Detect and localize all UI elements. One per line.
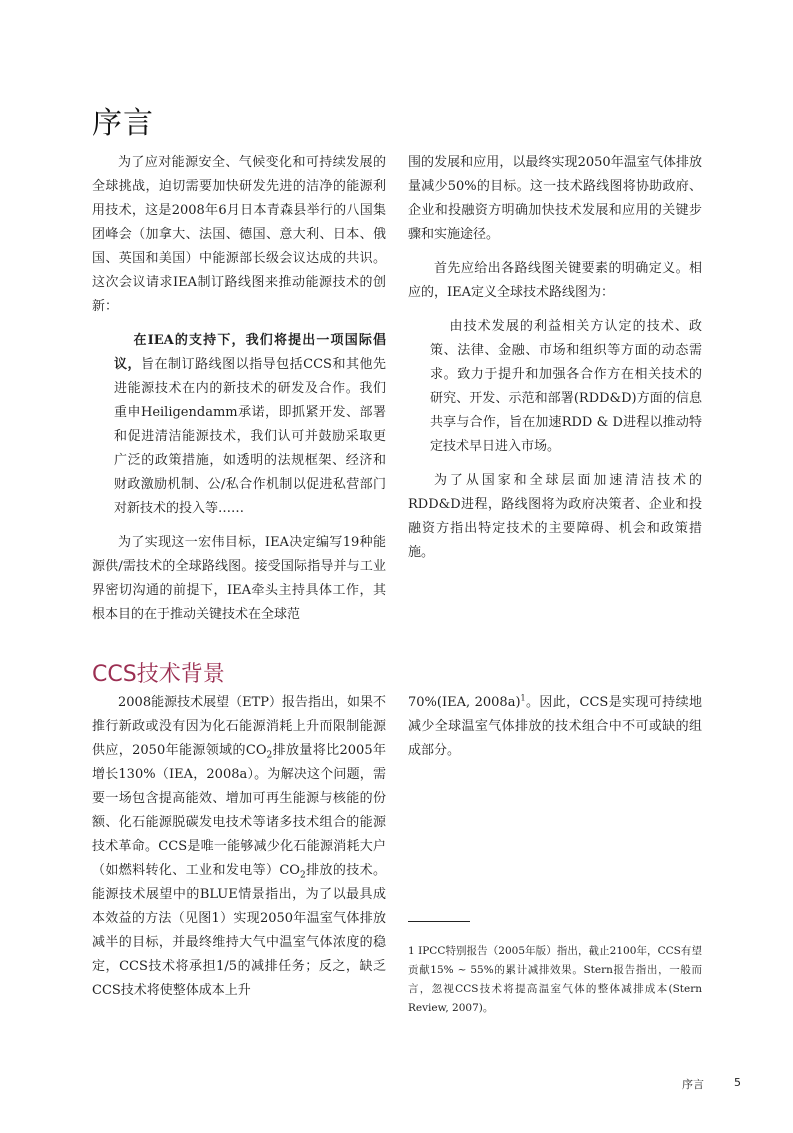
ccs-column-right bbox=[408, 691, 702, 763]
preface-column-left bbox=[92, 151, 386, 627]
preface-paragraph-2-continued: 围的发展和应用，以最终实现2050年温室气体排放量减少50%的目标。这一技术路线图将协助政府、企业和投融资方明确加快技术发展和应用的关键步骤和实施途径。 bbox=[408, 155, 702, 242]
footnote-divider bbox=[408, 921, 470, 922]
section-title-ccs: CCS技术背景 bbox=[92, 662, 225, 687]
roadmap-definition-quote bbox=[408, 315, 702, 459]
footnote: 1 IPCC特别报告（2005年版）指出，截止2100年，CCS有望贡献15% ~ 55%的累计减排效果。Stern报告指出，一般而言，忽视CCS技术将提高温室气体的整体减排成本(Stern Review, 2007)。 bbox=[408, 945, 702, 1014]
ccs-text-b: 排放量将比2005年增长130%（IEA，2008a）。为解决这个问题，需要一场包含提高能效、增加可再生能源与核能的份额、化石能源脱碳发电技术等诸多技术组合的能源技术革命。CCS是唯一能够减少化石能源消耗大户（如燃料转化、工业和发电等）CO bbox=[92, 743, 386, 878]
preface-paragraph-1: 为了应对能源安全、气候变化和可持续发展的全球挑战，迫切需要加快研发先进的洁净的能源利用技术，这是2008年6月日本青森县举行的八国集团峰会（加拿大、法国、德国、意大利、日本、俄国、英国和美国）中能源部长级会议达成的共识。这次会议请求IEA制订路线图来推动能源技术的创新： bbox=[92, 155, 386, 314]
g8-quote-text bbox=[114, 329, 386, 521]
preface-paragraph-4: 为了从国家和全球层面加速清洁技术的RDD&D进程，路线图将为政府决策者、企业和投融资方指出特定技术的主要障碍、机会和政策措施。 bbox=[408, 473, 702, 560]
ccs-text-c: 排放的技术。能源技术展望中的BLUE情景指出，为了以最具成本效益的方法（见图1）实现2050年温室气体排放减半的目标，并最终维持大气中温室气体浓度的稳定，CCS技术将承担1/5的减排任务；反之，缺乏CCS技术将使整体成本上升 bbox=[92, 863, 386, 998]
ccs-text-a: 2008能源技术展望（ETP）报告指出，如果不推行新政或没有因为化石能源消耗上升而限制能源供应，2050年能源领域的CO bbox=[92, 695, 386, 758]
preface-paragraph-3: 首先应给出各路线图关键要素的明确定义。相应的，IEA定义全球技术路线图为： bbox=[408, 261, 702, 300]
co2-subscript: 2 bbox=[266, 750, 273, 761]
co2-subscript: 2 bbox=[299, 870, 306, 881]
g8-quote-bold: 在IEA的支持下，我们将提出一项国际倡议， bbox=[114, 333, 386, 372]
footnote-ref: 1 bbox=[520, 693, 526, 703]
preface-paragraph-2: 为了实现这一宏伟目标，IEA决定编写19种能源供/需技术的全球路线图。接受国际指导并与工业界密切沟通的前提下，IEA牵头主持具体工作，其根本目的在于推动关键技术在全球范 bbox=[92, 535, 386, 622]
ccs-paragraph-continued bbox=[408, 691, 702, 763]
footer-section-label: 序言 bbox=[682, 1078, 704, 1091]
ccs-paragraph bbox=[92, 691, 386, 1003]
page-number: 5 bbox=[734, 1076, 741, 1089]
page-title: 序言 bbox=[92, 106, 154, 141]
ccs-text-d: 70%(IEA, 2008a) bbox=[408, 695, 521, 710]
g8-quote-rest: 旨在制订路线图以指导包括CCS和其他先进能源技术在内的新技术的研发及合作。我们重申Heiligendamm承诺，即抓紧开发、部署和促进清洁能源技术，我们认可并鼓励采取更广泛的政策措施，如透明的法规框架、经济和财政激励机制、公/私合作机制以促进私营部门对新技术的投入等…… bbox=[114, 357, 386, 516]
ccs-text-e: 。因此，CCS是实现可持续地减少全球温室气体排放的技术组合中不可或缺的组成部分。 bbox=[408, 695, 702, 758]
roadmap-definition-text: 由技术发展的利益相关方认定的技术、政策、法律、金融、市场和组织等方面的动态需求。致力于提升和加强各合作方在相关技术的研究、开发、示范和部署(RDD&D)方面的信息共享与合作，旨在加速RDD & D进程以推动特定技术早日进入市场。 bbox=[430, 319, 702, 454]
preface-column-right bbox=[408, 151, 702, 565]
g8-quote bbox=[92, 329, 386, 521]
ccs-column-left bbox=[92, 691, 386, 1003]
